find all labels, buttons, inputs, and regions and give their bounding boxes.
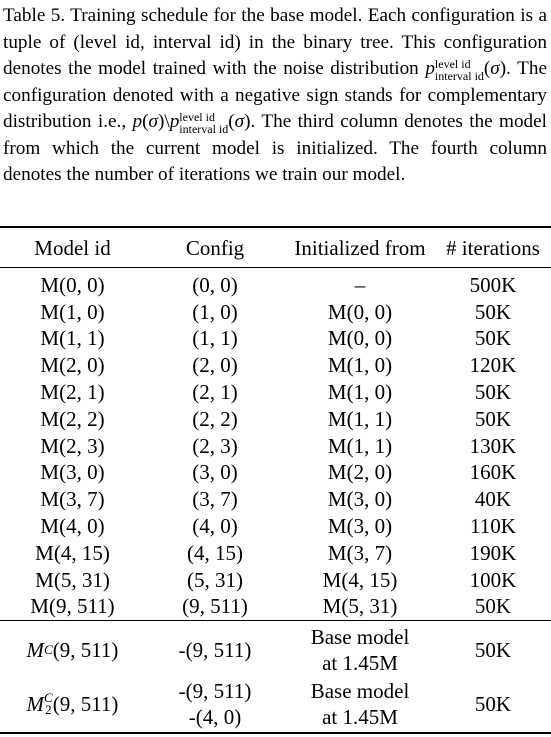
table-bottom-rule [0, 732, 551, 734]
table-row [0, 352, 551, 379]
section-rule [0, 620, 551, 621]
config-cell: (0, 0) [192, 272, 238, 297]
iterations-cell: 100K [469, 567, 517, 592]
header-rule [0, 267, 551, 268]
initialized-from-cell: M(0, 0) [327, 326, 393, 351]
iterations-cell: 160K [469, 460, 517, 485]
iterations-cell: 40K [474, 487, 512, 512]
config-cell: -(9, 511) -(4, 0) [178, 679, 252, 729]
header-config: Config [185, 235, 245, 260]
config-cell: (1, 0) [192, 299, 238, 324]
table-row [0, 460, 551, 487]
initialized-from-cell: M(1, 0) [327, 353, 393, 378]
config-cell: (4, 0) [192, 514, 238, 539]
initialized-from-cell: M(1, 1) [327, 433, 393, 458]
model-id-cell: M(2, 3) [40, 433, 105, 458]
caption-text-3: . The third column denotes the model from which the current model is initialized. The fourth column denotes the number of iterations we train our model. [3, 111, 547, 185]
iterations-cell: 130K [469, 433, 517, 458]
initialized-from-cell: M(1, 0) [327, 380, 393, 405]
iterations-cell: 50K [474, 594, 512, 619]
iterations-cell: 50K [474, 406, 512, 431]
p-superscript-subscript [435, 58, 484, 82]
table-row [0, 540, 551, 567]
initialized-from-cell: M(1, 1) [327, 406, 393, 431]
initialized-from-cell: Base model at 1.45M [310, 679, 410, 729]
caption-text-1: Table 5. Training schedule for the base model. Each configuration is a tuple of (level id, interval id) in the binary tree. This configuration denotes the model trained with the noise distribution [3, 5, 547, 79]
initialized-from-cell: M(4, 15) [322, 567, 398, 592]
table-row-mc [0, 624, 551, 676]
model-id-cell: M(1, 0) [40, 299, 105, 324]
config-cell: (2, 0) [192, 353, 238, 378]
model-id-cell: M(0, 0) [40, 272, 105, 297]
table-row [0, 567, 551, 594]
table-row [0, 594, 551, 621]
model-id-cell: M C 2 (9, 511) [26, 690, 119, 717]
iterations-cell: 50K [474, 299, 512, 324]
p-superscript-2: level id [179, 110, 215, 124]
iterations-cell: 190K [469, 540, 517, 565]
model-id-cell: M(2, 1) [40, 380, 105, 405]
iterations-cell: 50K [474, 380, 512, 405]
model-id-cell: M(4, 0) [40, 514, 105, 539]
model-id-cell: M C (9, 511) [26, 637, 119, 662]
table-header [0, 230, 551, 266]
table-top-rule [0, 226, 551, 228]
p-subscript: interval id [434, 69, 484, 83]
iterations-cell: 110K [470, 514, 516, 539]
model-id-cell: M(4, 15) [35, 540, 110, 565]
initialized-from-cell: M(2, 0) [327, 460, 393, 485]
header-initialized-from: Initialized from [294, 235, 426, 260]
table-row [0, 433, 551, 460]
p-subscript-2: interval id [179, 122, 229, 136]
table-row [0, 513, 551, 540]
model-id-cell: M(9, 511) [30, 594, 115, 619]
initialized-from-cell: M(0, 0) [327, 299, 393, 324]
table-row [0, 379, 551, 406]
iterations-cell: 50K [474, 637, 512, 662]
p-superscript: level id [434, 57, 471, 71]
header-iterations: # iterations [446, 235, 540, 260]
initialized-from-cell: M(3, 7) [327, 540, 393, 565]
config-cell: (3, 0) [192, 460, 238, 485]
table-row-mc2 [0, 678, 551, 730]
model-id-cell: M(2, 2) [40, 406, 105, 431]
iterations-cell: 500K [469, 272, 517, 297]
initialized-from-cell: M(3, 0) [327, 514, 393, 539]
config-cell: -(9, 511) [178, 637, 252, 662]
model-id-cell: M(1, 1) [40, 326, 105, 351]
iterations-cell: 120K [469, 353, 517, 378]
config-cell: (5, 31) [187, 567, 243, 592]
table-row [0, 406, 551, 433]
config-cell: (1, 1) [192, 326, 238, 351]
config-cell: (2, 3) [192, 433, 238, 458]
table-row [0, 299, 551, 326]
caption-text-2: . The configuration denoted with a negative sign stands for complementary distribution i.e., [3, 58, 547, 132]
iterations-cell: 50K [474, 326, 512, 351]
model-id-cell: M(3, 7) [40, 487, 105, 512]
initialized-from-cell: M(3, 0) [327, 487, 393, 512]
config-cell: (4, 15) [187, 540, 243, 565]
model-id-cell: M(2, 0) [40, 353, 105, 378]
config-cell: (2, 2) [192, 406, 238, 431]
model-id-cell: M(5, 31) [35, 567, 110, 592]
initialized-from-cell: Base model at 1.45M [310, 625, 410, 675]
table-row [0, 486, 551, 513]
initialized-from-cell: – [354, 272, 366, 297]
initialized-from-cell: M(5, 31) [322, 594, 398, 619]
table-row [0, 326, 551, 353]
header-model-id: Model id [34, 235, 111, 260]
iterations-cell: 50K [474, 691, 512, 716]
config-cell: (9, 511) [182, 594, 248, 619]
p-superscript-subscript-2 [179, 111, 228, 135]
config-cell: (3, 7) [192, 487, 238, 512]
config-cell: (2, 1) [192, 380, 238, 405]
table-caption: Table 5. Training schedule for the base model. Each configuration is a tuple of (level id, interval id) in the binary tree. This configuration denotes the model trained with the noise distribution p level id interval id (σ). The configuration denoted with a negative sign stands for complementary distribution i.e., p(σ)\p level id interval id (σ). The third column denotes the model from which the current model is initialized. The fourth column denotes the number of iterations we train our model. [3, 5, 547, 185]
table-row [0, 272, 551, 299]
model-id-cell: M(3, 0) [40, 460, 105, 485]
